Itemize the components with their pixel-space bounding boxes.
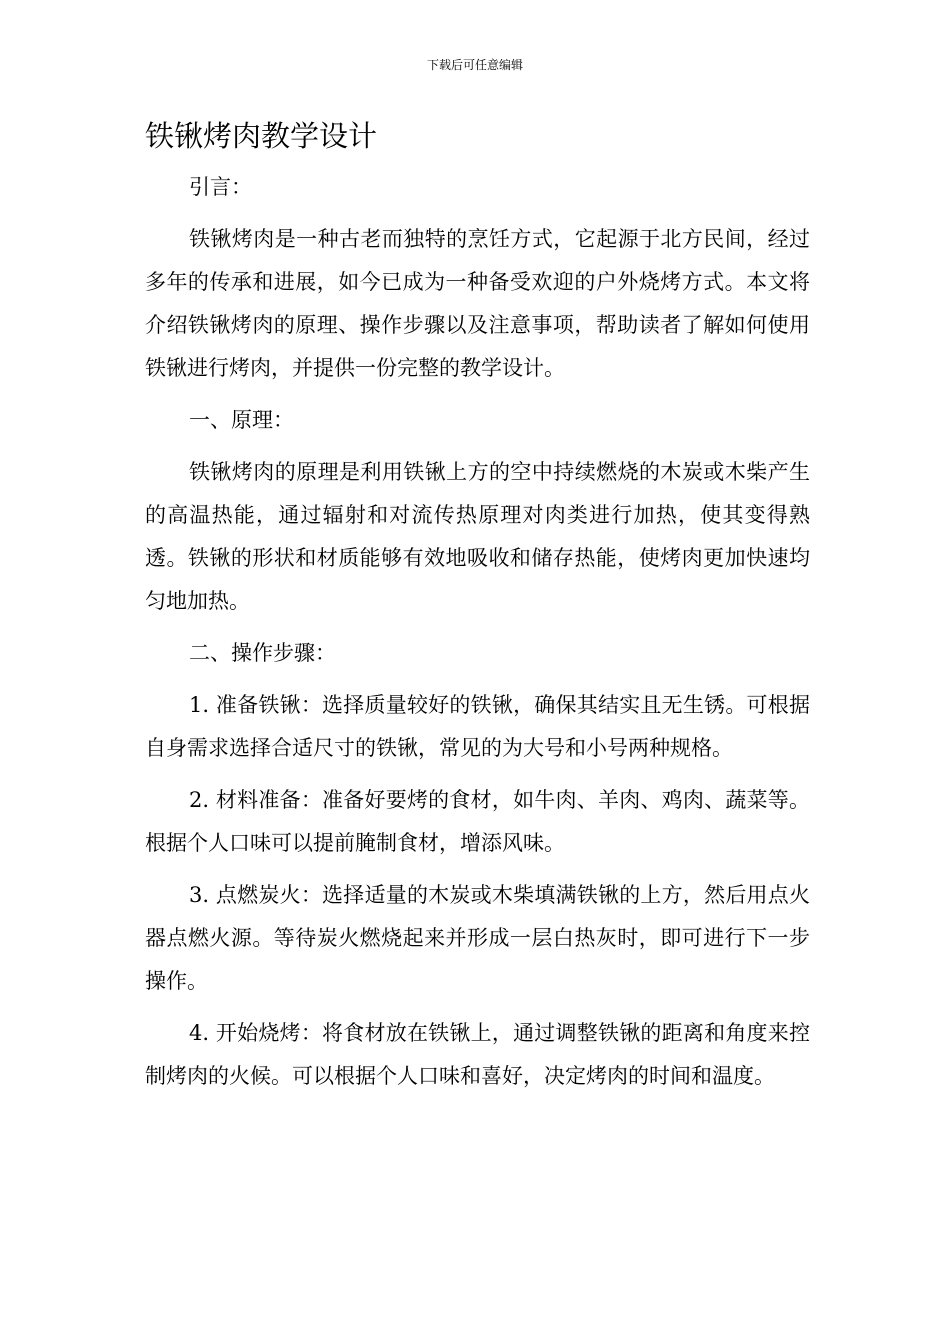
paragraph-intro-heading: 引言： xyxy=(189,175,252,199)
paragraph-step-4: 4. 开始烧烤：将食材放在铁锹上，通过调整铁锹的距离和角度来控制烤肉的火候。可以根据个人口味和喜好，决定烤肉的时间和温度。 xyxy=(145,1021,810,1088)
paragraph-step-1: 1. 准备铁锹：选择质量较好的铁锹，确保其结实且无生锈。可根据自身需求选择合适尺寸的铁锹，常见的为大号和小号两种规格。 xyxy=(145,693,810,760)
document-title: 铁锹烤肉教学设计 xyxy=(145,119,378,153)
paragraph-intro: 铁锹烤肉是一种古老而独特的烹饪方式，它起源于北方民间，经过多年的传承和进展，如今已成为一种备受欢迎的户外烧烤方式。本文将介绍铁锹烤肉的原理、操作步骤以及注意事项，帮助读者了解如何使用铁锹进行烤肉，并提供一份完整的教学设计。 xyxy=(145,227,810,380)
paragraph-steps-heading: 二、操作步骤： xyxy=(189,641,336,665)
header-note: 下载后可任意编辑 xyxy=(426,58,523,72)
paragraph-step-2: 2. 材料准备：准备好要烤的食材，如牛肉、羊肉、鸡肉、蔬菜等。根据个人口味可以提前腌制食材，增添风味。 xyxy=(145,788,810,855)
paragraph-step-3: 3. 点燃炭火：选择适量的木炭或木柴填满铁锹的上方，然后用点火器点燃火源。等待炭火燃烧起来并形成一层白热灰时，即可进行下一步操作。 xyxy=(145,883,810,993)
document-body xyxy=(145,166,810,1107)
paragraph-principle-heading: 一、原理： xyxy=(189,408,294,432)
paragraph-principle: 铁锹烤肉的原理是利用铁锹上方的空中持续燃烧的木炭或木柴产生的高温热能，通过辐射和对流传热原理对肉类进行加热，使其变得熟透。铁锹的形状和材质能够有效地吸收和储存热能，使烤肉更加快速均匀地加热。 xyxy=(145,460,810,613)
